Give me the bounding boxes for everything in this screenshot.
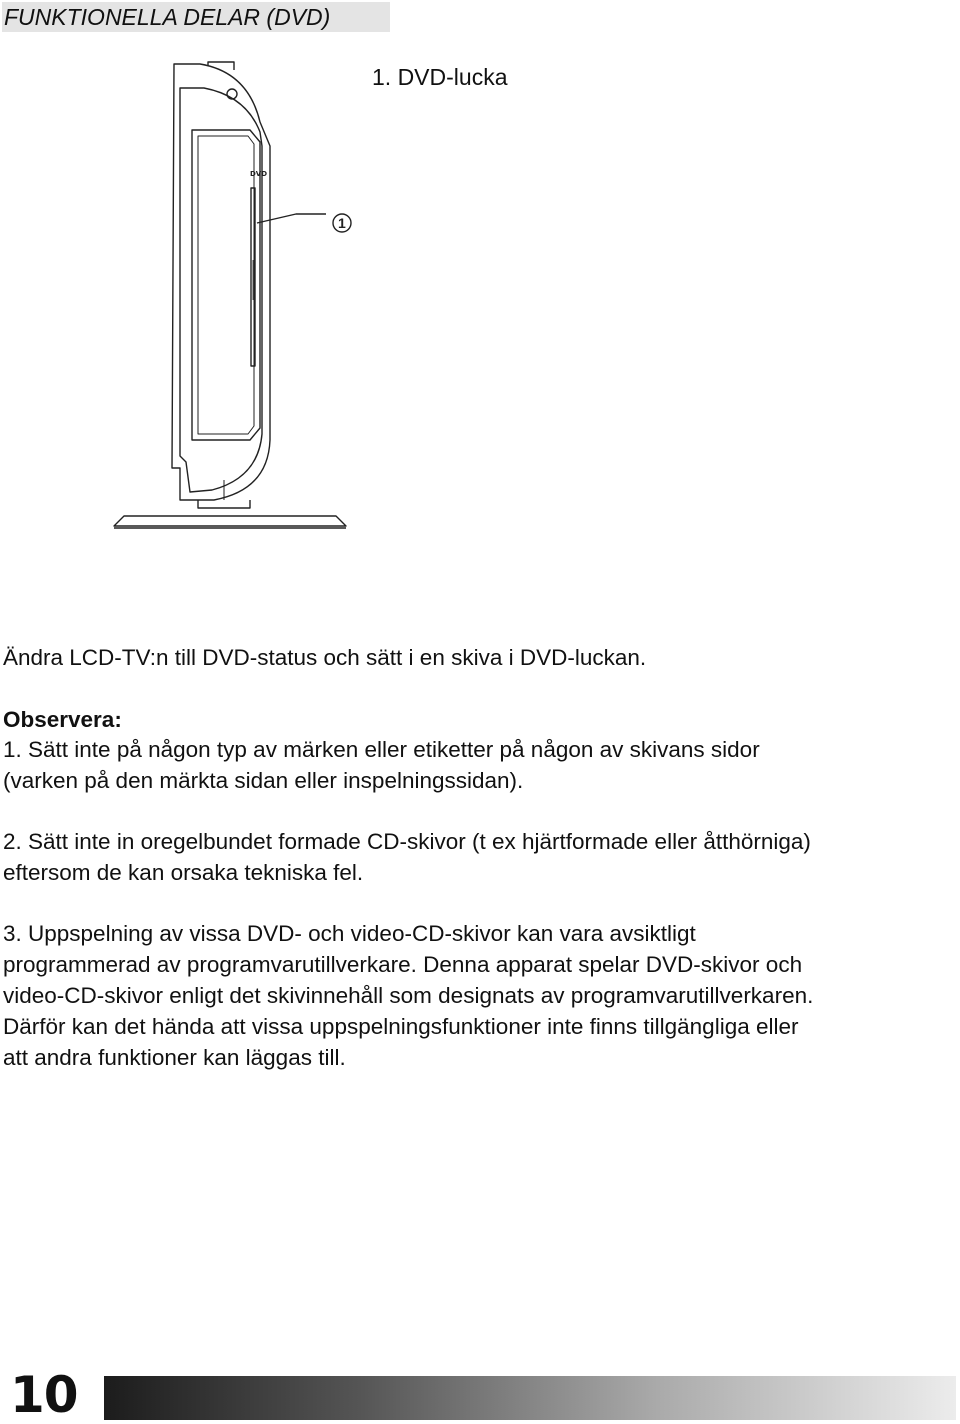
screen-inner <box>198 136 254 434</box>
note-heading: Observera: <box>3 707 122 732</box>
top-bump <box>208 62 234 70</box>
page-number: 10 <box>10 1366 78 1424</box>
note-3-line-1: 3. Uppspelning av vissa DVD- och video-CD-skivor kan vara avsiktligt <box>3 921 696 946</box>
note-1-line-1: 1. Sätt inte på någon typ av märken eller etiketter på någon av skivans sidor <box>3 737 760 762</box>
tv-side-view-figure <box>100 50 380 540</box>
note-1-line-2: (varken på den märkta sidan eller inspelningssidan). <box>3 768 524 793</box>
callout-number: 1 <box>338 215 346 231</box>
note-3-line-5: att andra funktioner kan läggas till. <box>3 1045 346 1070</box>
callout-leader <box>257 214 326 223</box>
note-3-line-3: video-CD-skivor enligt det skivinnehåll som designats av programvarutillverkaren. <box>3 983 814 1008</box>
stand-neck <box>198 500 250 508</box>
stand-base <box>114 516 346 526</box>
note-3-line-2: programmerad av programvarutillverkare. Denna apparat spelar DVD-skivor och <box>3 952 803 977</box>
footer-gradient-bar <box>104 1376 956 1420</box>
note-2-line-1: 2. Sätt inte in oregelbundet formade CD-skivor (t ex hjärtformade eller åtthörniga) <box>3 829 811 854</box>
section-title: FUNKTIONELLA DELAR (DVD) <box>2 2 390 32</box>
note-2-line-2: eftersom de kan orsaka tekniska fel. <box>3 860 364 885</box>
page-footer <box>0 1366 960 1424</box>
intro-text: Ändra LCD-TV:n till DVD-status och sätt i en skiva i DVD-luckan. <box>3 645 647 670</box>
note-3-line-4: Därför kan det hända att vissa uppspelningsfunktioner inte finns tillgängliga eller <box>3 1014 799 1039</box>
callout-caption: 1. DVD-lucka <box>372 64 508 90</box>
dvd-logo: DVD <box>250 170 268 178</box>
